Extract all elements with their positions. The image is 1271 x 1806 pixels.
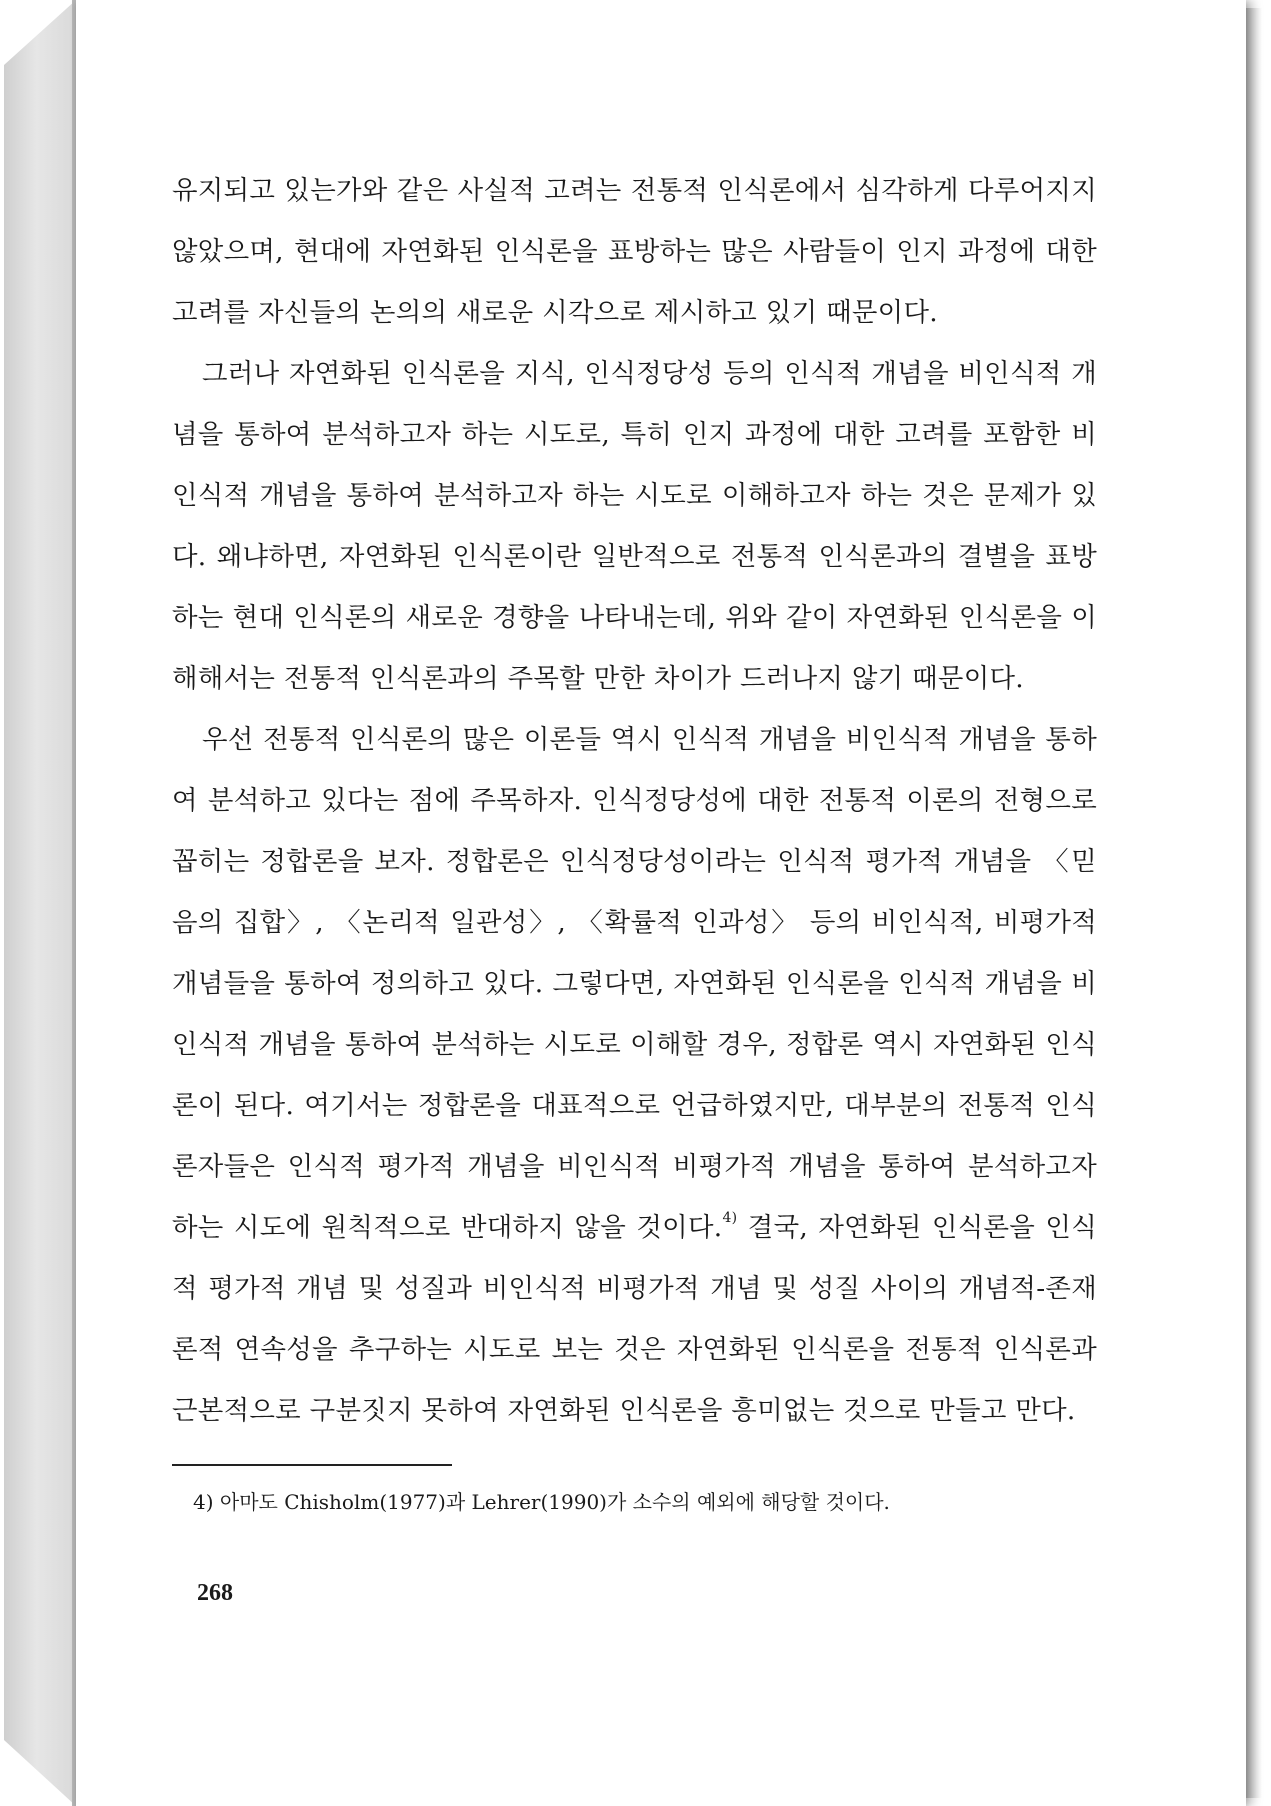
paragraph-3-text-before-note: 우선 전통적 인식론의 많은 이론들 역시 인식적 개념을 비인식적 개념을 통하여 분석하고 있다는 점에 주목하자. 인식정당성에 대한 전통적 이론의 전형으로 꼽히는 정합론을 보자. 정합론은 인식정당성이라는 인식적 평가적 개념을 〈믿음의 집합〉, 〈논리적 일관성〉, 〈확률적 인과성〉 등의 비인식적, 비평가적 개념들을 통하여 정의하고 있다. 그렇다면, 자연화된 인식론을 인식적 개념을 비인식적 개념을 통하여 분석하는 시도로 이해할 경우, 정합론 역시 자연화된 인식론이 된다. 여기서는 정합론을 대표적으로 언급하였지만, 대부분의 전통적 인식론자들은 인식적 평가적 개념을 비인식적 비평가적 개념을 통하여 분석하고자 하는 시도에 원칙적으로 반대하지 않을 것이다. xyxy=(172,724,1097,1243)
body-text xyxy=(172,160,1097,1441)
paragraph-1: 유지되고 있는가와 같은 사실적 고려는 전통적 인식론에서 심각하게 다루어지지 않았으며, 현대에 자연화된 인식론을 표방하는 많은 사람들이 인지 과정에 대한 고려를 자신들의 논의의 새로운 시각으로 제시하고 있기 때문이다. xyxy=(172,175,1097,328)
paragraph-3-text-after-note: 결국, 자연화된 인식론을 인식적 평가적 개념 및 성질과 비인식적 비평가적 개념 및 성질 사이의 개념적-존재론적 연속성을 추구하는 시도로 보는 것은 자연화된 인식론을 전통적 인식론과 근본적으로 구분짓지 못하여 자연화된 인식론을 흥미없는 것으로 만들고 만다. xyxy=(172,1212,1097,1426)
book-spine xyxy=(4,0,76,1806)
paragraph-3 xyxy=(172,709,1097,1441)
page-number: 268 xyxy=(197,1580,233,1606)
footnote-divider xyxy=(172,1464,452,1466)
footnote: 4) 아마도 Chisholm(1977)과 Lehrer(1990)가 소수의 예외에 해당할 것이다. xyxy=(193,1490,890,1514)
footnote-reference[interactable]: 4) xyxy=(722,1210,738,1226)
paragraph-2: 그러나 자연화된 인식론을 지식, 인식정당성 등의 인식적 개념을 비인식적 개념을 통하여 분석하고자 하는 시도로, 특히 인지 과정에 대한 고려를 포함한 비인식적 개념을 통하여 분석하고자 하는 시도로 이해하고자 하는 것은 문제가 있다. 왜냐하면, 자연화된 인식론이란 일반적으로 전통적 인식론과의 결별을 표방하는 현대 인식론의 새로운 경향을 나타내는데, 위와 같이 자연화된 인식론을 이해해서는 전통적 인식론과의 주목할 만한 차이가 드러나지 않기 때문이다. xyxy=(172,358,1097,694)
page-shadow xyxy=(1246,8,1262,1798)
